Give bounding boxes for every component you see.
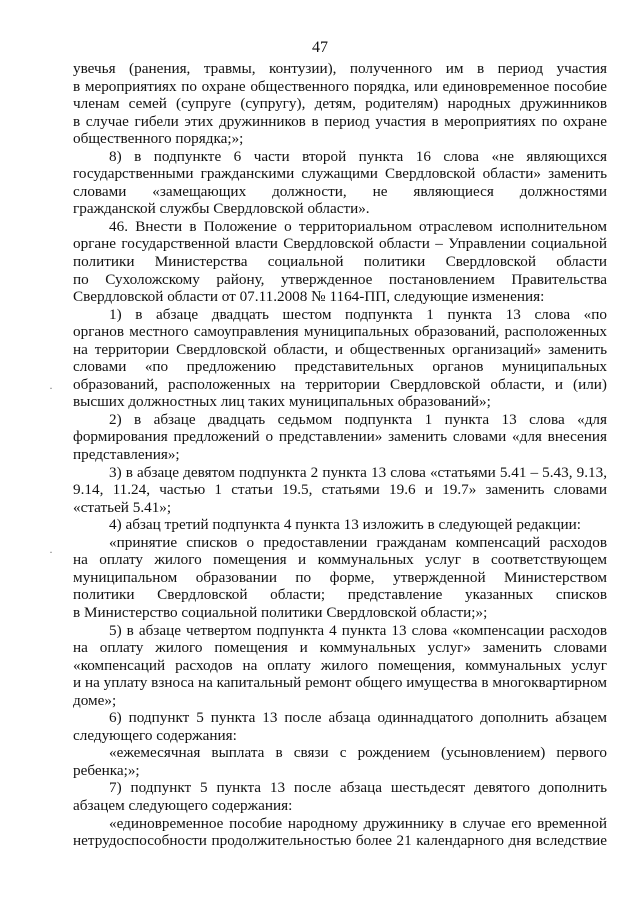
text-line: органов местного самоуправления муниципальных образований, расположенных xyxy=(73,323,607,341)
text-line: 4) абзац третий подпункта 4 пункта 13 изложить в следующей редакции: xyxy=(109,516,581,534)
text-line: 2) в абзаце двадцать седьмом подпункта 1 пункта 13 слова «для xyxy=(109,410,607,428)
text-line: образований, расположенных на территории Свердловской области, и (или) xyxy=(73,375,607,393)
text-line: словами «по предложению представительных органов муниципальных xyxy=(73,358,607,376)
text-line: формирования предложений о представлении» заменить словами «для внесения xyxy=(73,428,607,446)
text-line: на территории Свердловской области, и общественных организаций» заменить xyxy=(73,340,607,358)
text-line: 8) в подпункте 6 части второй пункта 16 слова «не являющихся xyxy=(109,147,607,165)
text-line: муниципальном образовании по форме, утвержденной Министерством xyxy=(73,568,607,586)
text-line: 5) в абзаце четвертом подпункта 4 пункта 13 слова «компенсации расходов xyxy=(109,621,607,639)
text-line: гражданской службы Свердловской области». xyxy=(73,200,370,218)
text-line: ребенка;»; xyxy=(73,761,140,779)
text-line: 9.14, 11.24, частью 1 статьи 19.5, статьями 19.6 и 19.7» заменить словами xyxy=(73,481,607,499)
text-line: на оплату жилого помещения и коммунальных услуг» заменить словами xyxy=(73,639,607,657)
text-line: 1) в абзаце двадцать шестом подпункта 1 пункта 13 слова «по xyxy=(109,305,607,323)
text-line: 46. Внести в Положение о территориальном отраслевом исполнительном xyxy=(109,217,607,235)
text-line: 3) в абзаце девятом подпункта 2 пункта 13 слова «статьями 5.41 – 5.43, 9.13, xyxy=(109,463,607,481)
text-line: представления»; xyxy=(73,446,180,464)
text-line: в мероприятиях по охране общественного порядка, или единовременное пособие xyxy=(73,77,607,95)
text-line: словами «замещающих должности, не являющиеся должностями xyxy=(73,182,607,200)
text-line: по Сухоложскому району, утвержденное постановлением Правительства xyxy=(73,270,607,288)
text-line: в случае гибели этих дружинников в период участия в мероприятиях по охране xyxy=(73,112,607,130)
text-line: 6) подпункт 5 пункта 13 после абзаца одиннадцатого дополнить абзацем xyxy=(109,709,607,727)
text-line: «ежемесячная выплата в связи с рождением (усыновлением) первого xyxy=(109,744,607,762)
text-line: «единовременное пособие народному дружиннику в случае его временной xyxy=(109,814,607,832)
text-line: на оплату жилого помещения и коммунальных услуг в соответствующем xyxy=(73,551,607,569)
text-line: 7) подпункт 5 пункта 13 после абзаца шестьдесят девятого дополнить xyxy=(109,779,607,797)
document-body xyxy=(73,60,607,850)
text-line: и на уплату взноса на капитальный ремонт общего имущества в многоквартирном xyxy=(73,674,607,692)
text-line: в Министерство социальной политики Свердловской области;»; xyxy=(73,603,488,621)
text-line: «статьей 5.41»; xyxy=(73,498,172,516)
text-line: увечья (ранения, травмы, контузии), полученного им в период участия xyxy=(73,60,607,77)
text-line: общественного порядка;»; xyxy=(73,130,244,148)
text-line: политики Свердловской области; представление указанных списков xyxy=(73,586,607,604)
page-number: 47 xyxy=(312,39,328,56)
text-line: следующего содержания: xyxy=(73,726,237,744)
text-line: Свердловской области от 07.11.2008 № 1164-ПП, следующие изменения: xyxy=(73,288,545,306)
text-line: абзацем следующего содержания: xyxy=(73,796,293,814)
margin-mark: · xyxy=(49,381,53,395)
text-line: членам семей (супруге (супругу), детям, родителям) народных дружинников xyxy=(73,95,607,113)
text-line: высших должностных лиц таких муниципальных образований»; xyxy=(73,393,491,411)
text-line: «принятие списков о предоставлении гражданам компенсаций расходов xyxy=(109,533,607,551)
text-line: политики Министерства социальной политики Свердловской области xyxy=(73,253,607,271)
text-line: государственными гражданскими служащими Свердловской области» заменить xyxy=(73,165,607,183)
text-line: «компенсаций расходов на оплату жилого помещения, коммунальных услуг xyxy=(73,656,607,674)
text-line: нетрудоспособности продолжительностью более 21 календарного дня вследствие xyxy=(73,832,607,850)
text-line: доме»; xyxy=(73,691,117,709)
text-line: органе государственной власти Свердловской области – Управлении социальной xyxy=(73,235,607,253)
margin-mark: · xyxy=(49,545,53,559)
